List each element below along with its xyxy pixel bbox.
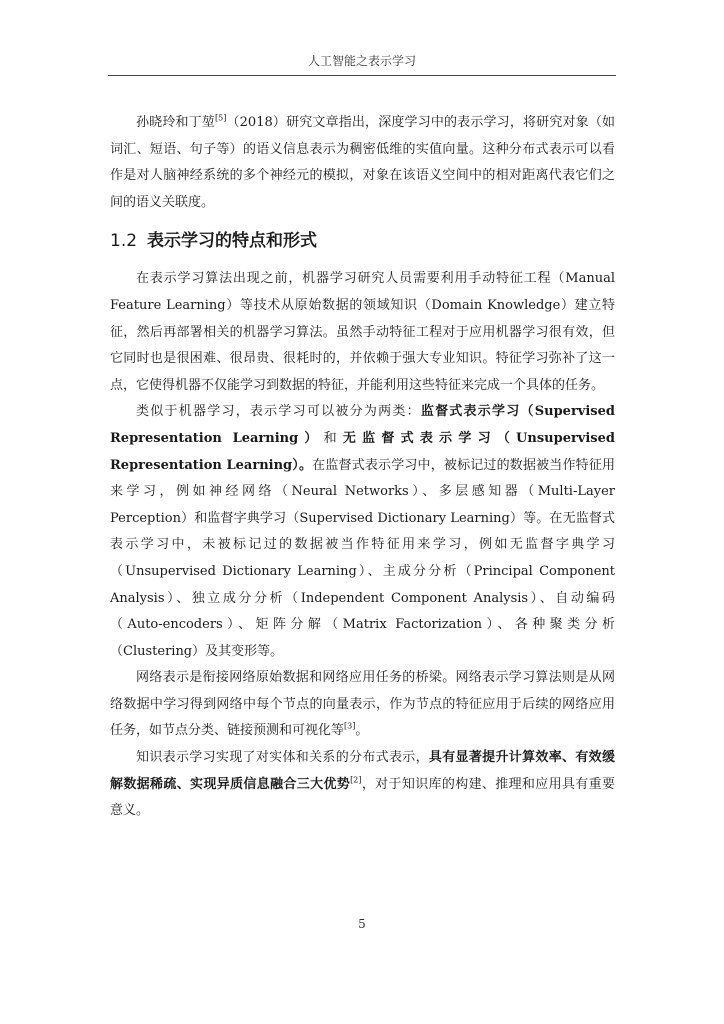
- p1-text-start: 孙晓玲和丁堃: [136, 115, 215, 130]
- p3-supervised-term: 监督式表示学习（Supervised Representation Learning）: [110, 404, 615, 446]
- p4-text: 网络表示是衔接网络原始数据和网络应用任务的桥梁。网络表示学习算法则是从网络数据中学习得到网络中每个节点的向量表示，作为节点的特征应用于后续的网络应用任务，如节点分类、链接预测和可视化等: [110, 670, 615, 739]
- page-body: [110, 110, 615, 825]
- paragraph-4: [110, 665, 615, 745]
- p3-conjunction: 和: [323, 430, 343, 446]
- paragraph-3: [110, 399, 615, 665]
- p5-intro: 知识表示学习实现了对实体和关系的分布式表示，: [136, 750, 429, 766]
- p5-text-rest: ，对于知识库的构建、推理和应用具有重要意义。: [110, 776, 615, 819]
- p1-text-rest: （2018）研究文章指出，深度学习中的表示学习，将研究对象（如词汇、短语、句子等）的语义信息表示为稠密低维的实值向量。这种分布式表示可以看作是对人脑神经系统的多个神经元的模拟，对象在该语义空间中的相对距离代表它们之间的语义关联度。: [110, 115, 615, 210]
- page-number: 5: [358, 917, 366, 931]
- paragraph-1: [110, 110, 615, 216]
- section-title: 表示学习的特点和形式: [147, 231, 318, 252]
- section-number: 1.2: [110, 231, 138, 252]
- paragraph-5: [110, 745, 615, 825]
- p3-text-rest: 在监督式表示学习中，被标记过的数据被当作特征用来学习，例如神经网络（Neural Networks）、多层感知器（Multi-Layer Perception）和监督字典学习（Supervised Dictionary Learning）等。在无监督式表示学习中，未被标记过的数据被当作特征用来学习，例如无监督字典学习（Unsupervised Dictionary Learning）、主成分分析（Principal Component Analysis）、独立成分分析（Independent Component Analysis）、自动编码（Auto-encoders）、矩阵分解（Matrix Factorization）、各种聚类分析（Clustering）及其变形等。: [110, 457, 615, 659]
- section-heading: [110, 228, 615, 254]
- p4-end: 。: [355, 723, 369, 739]
- running-header: 人工智能之表示学习: [307, 54, 416, 68]
- paragraph-2: 在表示学习算法出现之前，机器学习研究人员需要利用手动特征工程（Manual Feature Learning）等技术从原始数据的领域知识（Domain Knowledge）建立特征，然后再部署相关的机器学习算法。虽然手动特征工程对于应用机器学习很有效，但它同时也是很困难、很昂贵、很耗时的，并依赖于强大专业知识。特征学习弥补了这一点，它使得机器不仅能学习到数据的特征，并能利用这些特征来完成一个具体的任务。: [110, 271, 615, 393]
- citation-5: [5]: [214, 113, 227, 123]
- p3-intro: 类似于机器学习，表示学习可以被分为两类：: [136, 404, 421, 420]
- p3-unsupervised-term: 无监督式表示学习（Unsupervised Representation Learning）。: [110, 430, 615, 473]
- citation-2: [2]: [350, 775, 362, 785]
- p5-advantages: 具有显著提升计算效率、有效缓解数据稀疏、实现异质信息融合三大优势: [110, 750, 615, 792]
- citation-3: [3]: [344, 722, 356, 732]
- header-rule: [108, 75, 616, 76]
